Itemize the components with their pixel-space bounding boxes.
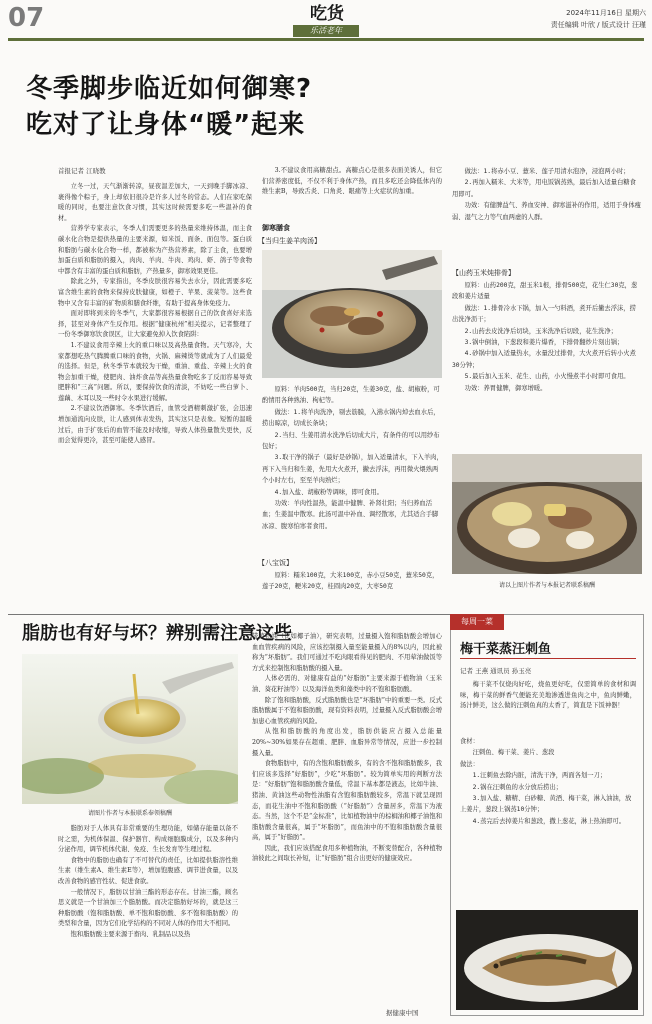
article2-title: 脂肪也有好与坏？辨别需注意这些 [22, 623, 292, 644]
section-title: 吃货 [310, 4, 344, 24]
page-number: 07 [8, 3, 45, 33]
article2-paragraph: 因此，我们应该搭配食用多种植物油，不断变替配合，各种植物油彼此之间取长补短，让“好脂肪”组合出更好的健康效应。 [252, 844, 442, 863]
recipe2-effect: 功效：有健脾益气、养血安神、御寒滋补的作用，适用于身体瘦弱、湿气之力等气血两虚的人群。 [452, 202, 641, 221]
weekly-dish-label: 每周一菜 [450, 614, 504, 630]
article1-paragraph: 2.不建议饮酒御寒。冬季饮酒后，血管受酒精刺激扩张，会迅速增加通流向皮肤，让人感到体表发热，其实这只是表象。短暂的温暖过后，由于扩张后的血管不能及时收缩，导致人体热量散失更快，反而会觉得更冷，甚至可能使人感冒。 [58, 405, 252, 445]
article1-paragraph: 1.不建议食用辛辣上火的重口味以及高热量食物。天气寒冷，大家都想吃热气腾腾重口味的食物，火锅、麻辣烫等就成为了人们最爱的选择。但是，秋冬季节本就较为干燥，重油、重盐、辛辣上火的食物会加重干燥，使肥肉、油炸食品等高热量食物吃多了反而容易导致肥胖和“三高”问题。所以，要保持饮食的清淡，不妨吃一些白萝卜、莲藕、木耳以及一些时令水果进行缓解。 [58, 341, 252, 402]
article2-column2 [252, 632, 442, 1006]
article1-paragraph: 立冬一过，天气渐渐转凉，昼夜温差加大，一天到晚手脚冰凉、裹得像个粽子，身上却依旧很冷是许多人过冬的常态。人们在家吃保暖的同时，也要注意饮食习惯，其实这时候需要多吃一些温补的食材。 [58, 183, 252, 222]
article1-paragraph: 营养学专家表示，冬季人们需要更多的热量来维持体温，而主食碳水化合物是提供热量的主要来源，如米饭、面条、面包等。蛋白质和脂肪与碳水化合物一样，都被称为产热营养素，除了主食，也要增加蛋白质和脂肪的摄入，肉肉、羊肉、牛肉、鸡肉、虾、鸽子等食物中都含有丰富的蛋白质和脂肪，产热量多，御寒效果更佳。 [58, 225, 252, 275]
recipe1-step: 4.加入盐、胡椒粉等调味，即可食用。 [274, 488, 383, 496]
recipe3-step: 做法：1.排骨冷水下锅，加入一勺料酒，煮开后撇去浮沫，捞出洗净沥干； [452, 304, 636, 324]
article1-byline: 首报记者 江晓教 [58, 167, 106, 175]
issue-date: 2024年11月16日 星期六 [566, 9, 646, 17]
header-rule [8, 38, 644, 41]
recipe1-materials: 原料：羊肉500克，当归20克，生姜30克，盐、胡椒粉，可酌情用各种熟油、枸杞等。 [262, 386, 440, 405]
article1-column3-top [452, 166, 642, 223]
article2-source: 据健康中国 [386, 1009, 419, 1017]
section-subtitle: 乐活老年 [310, 26, 342, 35]
weekly-dish-title-rule [460, 658, 636, 659]
recipe1-tag: 【当归生姜羊肉汤】 [258, 237, 321, 245]
lamb-soup-photo [262, 250, 442, 378]
method-step: 3.加入盐、糖精、白砂糖、黄酒、梅干菜，淋入油油，放上姜片，葱段上锅蒸10分钟； [460, 795, 632, 814]
recipe2-step: 做法：1.将赤小豆、薏米、莲子用清水泡净，浸泡两小时； [464, 168, 630, 175]
recipe2-tag: 【八宝饭】 [258, 559, 293, 567]
weekly-dish-byline: 记者 王燕 通讯员 孙玉亮 [460, 667, 532, 675]
article1-title-line2: 吃对了让身体“暖”起来 [26, 110, 306, 140]
recipe2-text [262, 570, 444, 593]
recipe1-text [262, 384, 444, 532]
article1-title-line1: 冬季脚步临近如何御寒? [26, 74, 313, 104]
method-step: 4.蒸完后去掉姜片和葱段，撒上葱花，淋上热油即可。 [472, 817, 626, 825]
article2-paragraph: 除了饱和脂肪酸，反式脂肪酸也是“坏脂肪”中的重要一类。反式脂肪酸属于不饱和脂肪酸，现有资料表明，过量摄入反式脂肪酸会增加患心血管疾病的风险。 [252, 696, 442, 725]
ingredients-text: 汪刺鱼、梅干菜、姜片、葱段 [472, 749, 555, 757]
weekly-dish-recipe [460, 736, 636, 827]
article1-column1 [58, 182, 252, 610]
recipe3-step: 5.最后加入玉米、花生、山药，小火慢煮半小时即可食用。 [464, 373, 630, 381]
recipe3-text [452, 280, 642, 394]
article2-paragraph: 人体必需的、对健康有益的“好脂肪”主要来源于植物油（玉米油、葵花籽油等）以及海洋鱼类和藻类中的不饱和脂肪酸。 [252, 675, 442, 693]
recipe2-step: 2.再加入糯米、大米等，用电饭锅蒸熟，最后加入适量白糖食用即可。 [452, 179, 636, 198]
article1-paragraph: 除此之外，专家指出，冬季皮肤很容易失去水分，因此需要多吃富含维生素的食物来保持皮肤健康，如橙子、苹果、菠菜等。这些食物中又含有丰富的矿物质和膳食纤维，有助于提高身体免疫力。 [58, 278, 252, 307]
article2-column1 [58, 824, 238, 1022]
recipe1-step: 做法：1.将羊肉洗净，剔去筋膜，入沸水锅内焯去血水后，捞出晾凉，切成长条块； [262, 408, 440, 428]
recipe2-materials: 原料：糯米100克，大米100克，赤小豆50克，薏米50克，莲子20克，粳米20克，桂圆肉20克，大枣50克 [262, 572, 439, 591]
recipe3-effect: 功效：养胃健脾，御寒增暖。 [464, 384, 547, 392]
recipe1-step: 3.取干净的锅子（最好是砂锅），加入适量清水，下入羊肉，再下入当归和生姜，先用大火煮开，撇去浮沫，再用微火煨熟两个小时左右，至至羊肉熟烂； [262, 454, 443, 485]
section-divider [8, 614, 450, 615]
recipe3-step: 2.山药去皮洗净后切块，玉米洗净后切段，花生洗净； [464, 327, 618, 335]
article1-column2-top [262, 166, 442, 198]
recipe1-effect: 功效：羊肉性温热，能温中健脾、补肾壮阳；当归养血活血；生姜温中散寒。此汤可温中补血、调经散寒，尤其适合手脚冰凉、腹寒怕寒者食用。 [262, 500, 439, 530]
article2-paragraph: 带植物油（比如椰子油），研究表明，过量摄入饱和脂肪酸会增加心血血管疾病的风险，应该控制摄入量至能量摄入的8%以内，因此被称为“坏脂肪”。我们可通过不吃肉眼看得见的肥肉、不用荤油做饭等方式来控制饱和脂肪酸的摄入量。 [252, 633, 442, 672]
oil-spoon-photo [22, 654, 238, 804]
article2-paragraph: 食物脂肪中，有的含饱和脂肪酸多，有的含不饱和脂肪酸多，我们应该多选择“好脂肪”，少吃“坏脂肪”。较为简单实用的判断方法是：“好脂肪”饱和脂肪酸含量低，常温下基本都是液态，比如牛油、猪油、黄油这些动物性油脂有含饱和脂肪酸较多，常温下就呈现固态，而花生油中不饱和脂肪酸（“好脂肪”）含量居多，常温下为液态。当然，这个不是“金标准”，比如植物油中的棕榈油和椰子油饱和脂肪酸含量很高，属于“坏脂肪”，而鱼油中的不饱和脂肪酸含量很高，属于“好脂肪”。 [252, 760, 442, 842]
weekly-dish-intro-text: 梅干菜不仅烧肉好吃，烧鱼更好吃，仅需简单的食材和调味，梅干菜的鲜香气便能充美地渗透进鱼肉之中，鱼肉鲜嫩，汤汁鲜美，这么做的汪刺鱼真的太香了，简直是下饭神器！ [460, 681, 636, 710]
article2-paragraph: 从饱和脂肪酸的角度出发，脂肪供能应占摄入总能量20%~30%如果存在超重、肥胖、血脂异常等情况，应进一步控制摄入量。 [252, 728, 442, 757]
rib-photo-caption: 请以上图片作者与本报记者联系稿酬 [498, 582, 595, 589]
recipe3-materials: 原料：山药200克，甜玉米1根，排骨500克，花生仁30克，葱段和姜片适量 [452, 282, 638, 301]
oil-photo-caption: 请图片作者与本报联系奉领稿酬 [87, 810, 172, 817]
recipe3-tag: 【山药玉米炖排骨】 [452, 269, 515, 277]
recipe1-step: 2.当归、生姜用清水洗净后切成大片，有条件的可以用纱布包好； [262, 431, 440, 451]
weekly-dish-title: 梅干菜蒸汪刺鱼 [460, 642, 552, 657]
recipe3-step: 3.锅中倒油，下葱段和姜片爆香，下排骨翻炒片刻出锅； [464, 339, 624, 347]
article2-paragraph: 食物中的脂肪也确有了不可替代的责任，比如提供脂溶性维生素（维生素A、维生素E等），增加饱腹感、调节进食量，以及改善食物的感官性状、促进食欲。 [58, 856, 238, 885]
method-step: 1.汪刺鱼去除内脏，清洗干净，两面各划一刀； [472, 772, 607, 780]
rib-soup-photo [452, 454, 642, 574]
method-step: 2.锅在汪刺鱼的水分放后捞出； [472, 783, 563, 791]
article1-paragraph: 3.不建议食用高糖甜点。高糖点心是很多表面美诱人，但它们营养密度低，不仅不利于身体产热，而且多吃还会降低体内的维生素B，导致舌炎、口角炎、眼痛等上火症状的加重。 [262, 167, 442, 196]
recipes-heading: 御寒膳食 [262, 224, 290, 232]
weekly-dish-intro [460, 680, 636, 712]
method-label: 做法： [460, 760, 479, 768]
article2-paragraph: 一般情况下，脂肪以甘油三酯的形态存在。甘油三酯，顾名思义就是一个甘油加三个脂肪酸。而决定脂肪好坏的，就是这三种脂肪酸（饱和脂肪酸、单不饱和脂肪酸、多不饱和脂肪酸）的类型和含量，因为它们化学结构的不同对人体的作用大不相同。 [58, 888, 238, 928]
issue-editors: 责任编辑 叶欣 / 版式设计 汪瑾 [550, 21, 646, 29]
ingredients-label: 食材： [460, 738, 479, 745]
article2-paragraph: 脂肪对于人体具有非常重要的生理功能，如储存能量以备不时之需，为机体保温、保护器官、构成细胞膜成分，以及多种内分泌作用，调节机体代谢、免疫、生长发育等生理过程。 [58, 825, 238, 854]
article2-paragraph: 饱和脂肪酸主要来源于畜肉、乳制品以及热 [70, 930, 191, 938]
article1-paragraph: 面对即将到来的冬季气，大家都很容易根据自己的饮食喜好来选择，甚至对身体产生反作用。根据“健康杭州”相关提示，记者整理了一份冬季御寒饮食误区，让大家避免掉入饮食陷阱： [58, 310, 252, 339]
fish-dish-photo [456, 910, 638, 1010]
recipe3-step: 4.砂锅中加入适量热水，水量没过排骨，大火煮开后转小火煮30分钟； [452, 350, 636, 369]
